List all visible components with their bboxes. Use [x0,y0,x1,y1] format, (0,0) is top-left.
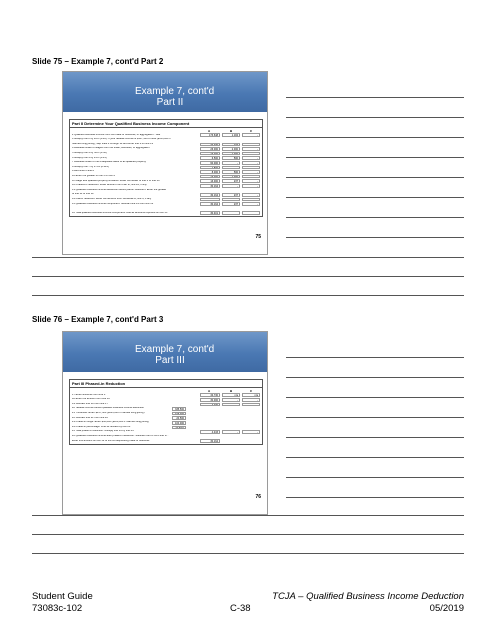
part-iii-form [69,379,263,445]
note-line [286,417,464,418]
slide-title-line1: Example 7, cont'd [135,86,215,97]
slide-title [135,344,215,366]
cell-mid: 100,000 [172,421,186,425]
slide-number: 75 [255,234,261,240]
cell-b: 237 [222,143,240,147]
cell-c: - [242,170,260,174]
col-c-header: C [250,129,253,133]
note-line [286,117,464,118]
form-title: Part III Phased-in Reduction [70,380,262,388]
row-label: 11 Wage and qualified property limitation. Enter the lesser of line 3 or line 10 [72,179,160,182]
form-rows [70,133,262,216]
col-a-header: A [208,389,211,393]
cell-mid: 315,000 [172,412,186,416]
cell-b: - [222,198,240,202]
note-line [286,217,464,218]
note-line [32,257,464,258]
cell-c: - [242,398,260,402]
note-line [286,357,464,358]
cell-a: - [200,198,220,202]
cell-c: - [242,202,260,206]
note-line [286,97,464,98]
cell-c: - [242,152,260,156]
form-row [70,439,262,444]
note-line [286,457,464,458]
cell-a: 13,000 [200,152,220,156]
slide-75-thumbnail [62,71,268,255]
note-line [286,137,464,138]
cell-c: - [242,156,260,160]
cell-b: - [222,398,240,402]
slide-76-thumbnail [62,331,268,515]
form-title: Part II Determine Your Qualified Business Income Component [70,120,262,128]
row-label: 17 Enter amounts from line 3 [72,393,106,396]
row-label: 6 Multiply line 4 by 25% (0.25) [72,156,107,159]
slide-number: 76 [255,494,261,500]
cell-b: 237 [222,202,240,206]
cell-a: 30,164 [200,202,220,206]
cell-b: - [222,161,240,165]
note-line [286,157,464,158]
note-line [286,437,464,438]
cell-c: - [242,143,260,147]
cell-c: - [242,184,260,188]
cell-b: 1,184 [222,133,240,137]
cell-a: 4,730 [200,403,220,407]
form-row [70,211,262,216]
note-line [286,377,464,378]
note-line [32,553,464,554]
cell-a: 30,164 [200,193,220,197]
col-a-header: A [208,129,211,133]
col-c-header: C [250,389,253,393]
cell-b [222,211,240,215]
slide-title [135,86,215,108]
cell-b: - [222,403,240,407]
cell-b: 500 [222,170,240,174]
row-label: 21 Threshold. Enter $157,500 ($315,000 if married filing jointly) [72,411,145,414]
cell-mid: 20,500 [172,416,186,420]
cell-a: 30,401 [200,211,220,215]
col-b-header: B [230,389,233,393]
note-line [32,295,464,296]
note-line [286,477,464,478]
cell-a: 34,730 [200,143,220,147]
cell-a: 173,648 [200,133,220,137]
cell-c: - [242,147,260,151]
row-label: 23 Phase-in range. Enter $50,000 ($100,000 if married filing jointly) [72,421,150,424]
note-line [286,177,464,178]
footer-left-line1: Student Guide [32,591,93,602]
slide-title-line1: Example 7, cont'd [135,344,215,355]
cell-c [242,211,260,215]
row-label: 26 Qualified business income after phase-in reduction. Subtract line 25 from line 17. [72,434,169,437]
row-label: married filing jointly), skip lines 4 through 12 and enter line 3 on line 13 [72,142,154,145]
cell-b: - [222,430,240,434]
cell-b: 1,000 [222,175,240,179]
cell-a: 30,164 [200,439,220,443]
row-label: 7 Allocable share of the unadjusted basis of all qualified property [72,161,146,164]
row-label: 19 Subtract line 18 from line 17 [72,402,108,405]
row-label: 12 Phased-in reduction. Enter amount from Part III, line 26, if any [72,184,147,187]
row-label: 18 Enter the amount from line 10 [72,398,110,401]
footer-right-line1: TCJA – Qualified Business Income Deduction [272,591,464,602]
footer-left-line2: 73083c-102 [32,603,83,614]
note-line [286,197,464,198]
cell-b: n/a [222,393,240,397]
cell-c: - [242,198,260,202]
row-label: 14 Patron reduction. Enter the amount from Schedule D, line 6, if any [72,197,152,200]
cell-c: - [242,133,260,137]
cell-a: 6,500 [200,156,220,160]
cell-c: - [242,430,260,434]
slide-75-heading: Slide 75 – Example 7, cont'd Part 2 [32,57,164,66]
col-b-header: B [230,129,233,133]
row-label: 24 Phase-in percentage. Line 22 divided by line 23 [72,425,131,428]
cell-c: - [242,161,260,165]
row-label: 20 Taxable income before qualified business income deduction [72,407,145,410]
cell-a: 30,000 [200,398,220,402]
note-line [32,534,464,535]
row-label: 3 Multiply line 2 by 20% (0.20). If your taxable income is $157,500 or less ($315,000 if [72,138,171,141]
note-line [32,515,464,516]
cell-mid: 335,500 [172,407,186,411]
row-label: of line 11 or line 12 [72,193,94,196]
note-line [286,397,464,398]
cell-a: 30,164 [200,184,220,188]
cell-a: 4,433 [200,430,220,434]
row-label: 25 Total phase-in reduction. Multiply line 19 by line 24 [72,430,134,433]
slide-76-heading: Slide 76 – Example 7, cont'd Part 3 [32,315,164,324]
row-label: 15 Qualified business income component. Subtract line 14 from line 13 [72,202,154,205]
cell-b: 237 [222,193,240,197]
footer-right-line2: 05/2019 [429,603,464,614]
cell-a: 13,000 [200,179,220,183]
cell-c: n/a [242,393,260,397]
cell-c: - [242,179,260,183]
note-line [286,497,464,498]
cell-c: - [242,166,260,170]
row-label: 8 Multiply line 7 by 2.5% (0.025) [72,165,109,168]
cell-c: - [242,193,260,197]
row-label: Enter this amount on line 12 of the corresponding trade or business [72,439,150,442]
cell-a: 26,000 [200,147,220,151]
row-label: 22 Subtract line 21 from line 20 [72,416,108,419]
footer-page-number: C-38 [230,603,251,614]
cell-a: 60,000 [200,161,220,165]
cell-a: 34,730 [200,393,220,397]
cell-b: 500 [222,156,240,160]
cell-c: - [242,403,260,407]
cell-a: 1,500 [200,166,220,170]
form-rows [70,393,262,444]
row-label: 9 Add lines 6 and 8 [72,170,95,173]
row-label: 4 Allocable share of wages from the trade, business, or aggregation [72,147,150,150]
cell-a: 13,000 [200,175,220,179]
slide-title-line2: Part III [155,355,185,366]
cell-b: 237 [222,179,240,183]
part-ii-form [69,119,263,217]
cell-b: - [222,184,240,188]
cell-a: 8,000 [200,170,220,174]
row-label: 16 Total qualified business income component. Add all amounts reported on line 15 [72,211,168,214]
row-label: 5 Multiply line 4 by 50% (0.50) [72,151,107,154]
cell-b: - [222,166,240,170]
row-label: 13 Qualified business income deduction before patron reduction. Enter the greater [72,188,167,191]
note-line [286,237,464,238]
cell-mid: 20.50% [172,426,186,430]
row-label: 2 Qualified business income from the trade or business, or aggregation . See [72,133,161,136]
note-line [32,276,464,277]
row-label: 10 Enter the greater of line 5 or line 9 [72,174,115,177]
cell-b: 2,000 [222,147,240,151]
slide-title-line2: Part II [156,97,184,108]
cell-b: 1,000 [222,152,240,156]
cell-c: - [242,175,260,179]
